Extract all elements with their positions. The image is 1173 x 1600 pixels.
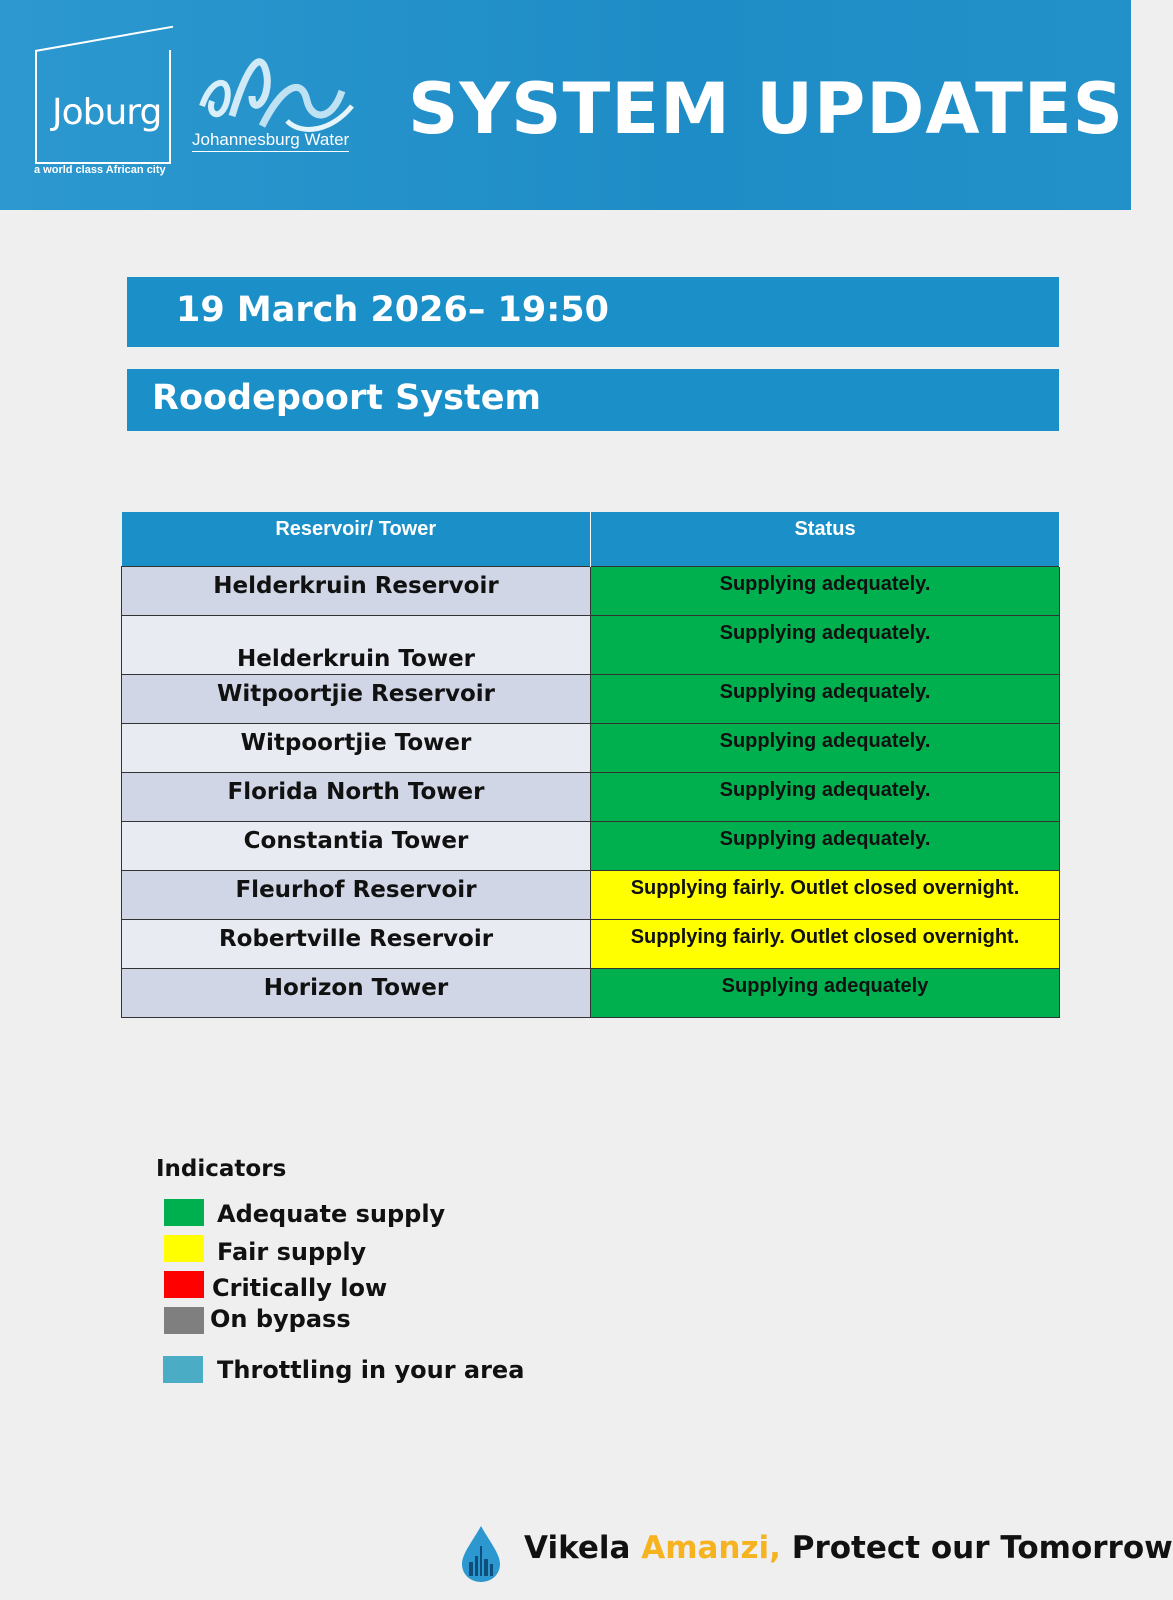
column-header-reservoir: Reservoir/ Tower xyxy=(122,512,591,566)
adequate-supply-swatch xyxy=(164,1199,204,1226)
table-row xyxy=(122,723,1060,772)
legend-label: Critically low xyxy=(212,1274,388,1302)
reservoir-name: Witpoortjie Tower xyxy=(122,723,591,772)
legend-label: Throttling in your area xyxy=(217,1356,525,1384)
table-row xyxy=(122,615,1060,674)
reservoir-name: Helderkruin Reservoir xyxy=(122,566,591,615)
table-row xyxy=(122,968,1060,1017)
reservoir-name: Constantia Tower xyxy=(122,821,591,870)
reservoir-name: Helderkruin Tower xyxy=(122,615,591,674)
utility-name: Johannesburg Water xyxy=(192,130,349,152)
reservoir-name: Florida North Tower xyxy=(122,772,591,821)
table-header-row xyxy=(122,512,1060,566)
indicators-title: Indicators xyxy=(156,1156,287,1182)
water-drop-city-icon xyxy=(460,1524,502,1584)
slogan-part2: Protect our Tomorrow xyxy=(780,1530,1173,1566)
status-cell: Supplying adequately. xyxy=(591,723,1060,772)
status-cell: Supplying adequately. xyxy=(591,566,1060,615)
table-row xyxy=(122,821,1060,870)
status-cell: Supplying adequately. xyxy=(591,772,1060,821)
table-row xyxy=(122,674,1060,723)
table-row xyxy=(122,919,1060,968)
status-cell: Supplying adequately. xyxy=(591,821,1060,870)
status-cell: Supplying adequately. xyxy=(591,674,1060,723)
legend-label: Fair supply xyxy=(217,1238,367,1266)
reservoir-name: Horizon Tower xyxy=(122,968,591,1017)
reservoir-name: Fleurhof Reservoir xyxy=(122,870,591,919)
date-time-banner: 19 March 2026– 19:50 xyxy=(127,277,1059,347)
indicators-legend xyxy=(156,1156,286,1188)
critically-low-swatch xyxy=(164,1271,204,1298)
slogan-text xyxy=(524,1530,1173,1566)
fair-supply-swatch xyxy=(164,1235,204,1262)
status-cell: Supplying adequately xyxy=(591,968,1060,1017)
legend-label: Adequate supply xyxy=(217,1200,446,1228)
column-header-status: Status xyxy=(591,512,1060,566)
legend-label: On bypass xyxy=(210,1305,351,1333)
status-cell: Supplying fairly. Outlet closed overnight. xyxy=(591,870,1060,919)
status-cell: Supplying fairly. Outlet closed overnight. xyxy=(591,919,1060,968)
reservoir-name: Robertville Reservoir xyxy=(122,919,591,968)
reservoir-name: Witpoortjie Reservoir xyxy=(122,674,591,723)
on-bypass-swatch xyxy=(164,1307,204,1334)
status-cell: Supplying adequately. xyxy=(591,615,1060,674)
system-name-banner: Roodepoort System xyxy=(127,369,1059,431)
header-banner xyxy=(0,0,1131,210)
joburg-logo: Joburg xyxy=(52,92,162,133)
table-row xyxy=(122,772,1060,821)
joburg-tagline: a world class African city xyxy=(34,164,166,176)
footer-slogan xyxy=(460,1524,1173,1592)
throttling-swatch xyxy=(163,1356,203,1383)
reservoir-status-table xyxy=(121,512,1060,1018)
slogan-accent: Amanzi, xyxy=(641,1530,781,1566)
slogan-part1: Vikela xyxy=(524,1530,642,1566)
page-title: SYSTEM UPDATES xyxy=(408,68,1125,150)
table-row xyxy=(122,870,1060,919)
table-row xyxy=(122,566,1060,615)
